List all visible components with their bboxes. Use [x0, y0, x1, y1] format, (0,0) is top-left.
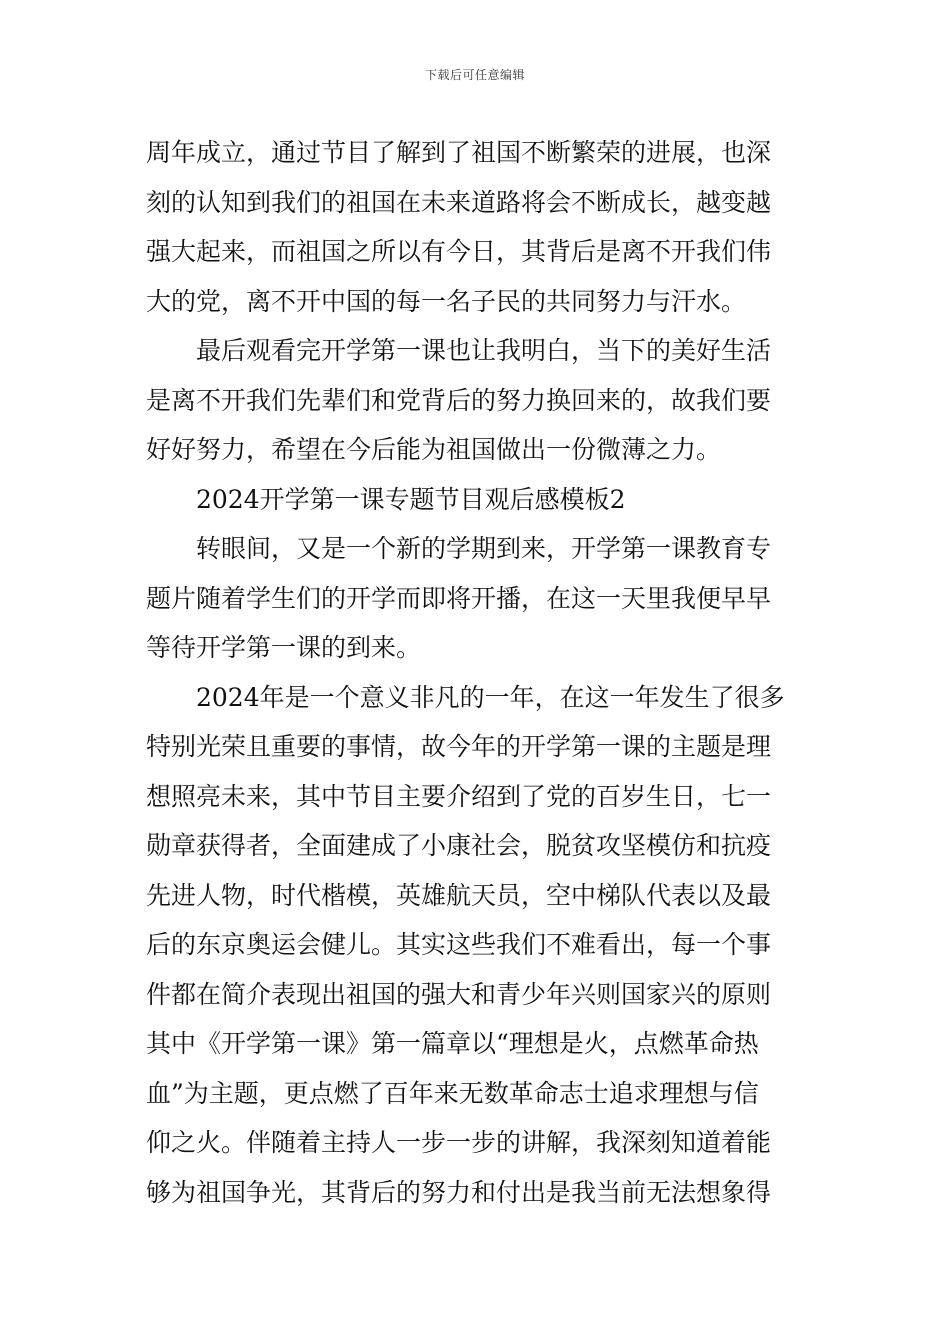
- text-line: 2024开学第一课专题节目观后感模板2: [196, 484, 626, 514]
- text-line: 够为祖国争光，其背后的努力和付出是我当前无法想象得: [146, 1177, 772, 1207]
- page-header: 下载后可任意编辑: [424, 68, 525, 82]
- text-line: 最后观看完开学第一课也让我明白，当下的美好生活: [196, 336, 772, 365]
- text-line: 勋章获得者，全面建成了小康社会，脱贫攻坚模仿和抗疫: [146, 831, 772, 860]
- text-line: 2024年是一个意义非凡的一年，在这一年发生了很多: [196, 682, 785, 712]
- text-line: 特别光荣且重要的事情，故今年的开学第一课的主题是理: [146, 732, 772, 761]
- text-line: 周年成立，通过节目了解到了祖国不断繁荣的进展，也深: [146, 138, 772, 167]
- text-line: 想照亮未来，其中节目主要介绍到了党的百岁生日，七一: [146, 781, 772, 811]
- text-line: 先进人物，时代楷模，英雄航天员，空中梯队代表以及最: [146, 880, 772, 910]
- text-line: 刻的认知到我们的祖国在未来道路将会不断成长，越变越: [146, 187, 772, 217]
- text-line: 转眼间，又是一个新的学期到来，开学第一课教育专: [196, 534, 772, 563]
- text-line: 件都在简介表现出祖国的强大和青少年兴则国家兴的原则: [146, 979, 772, 1009]
- text-line: 后的东京奥运会健儿。其实这些我们不难看出，每一个事: [146, 930, 772, 959]
- document-body: [146, 128, 808, 1217]
- text-line: 大的党，离不开中国的每一名子民的共同努力与汗水。: [146, 286, 747, 316]
- text-line: 仰之火。伴随着主持人一步一步的讲解，我深刻知道着能: [146, 1128, 772, 1157]
- text-line: 其中《开学第一课》第一篇章以“理想是火，点燃革命热: [146, 1029, 759, 1058]
- text-line: 好好努力，希望在今后能为祖国做出一份微薄之力。: [146, 435, 722, 464]
- text-line: 血”为主题，更点燃了百年来无数革命志士追求理想与信: [146, 1078, 759, 1108]
- text-line: 等待开学第一课的到来。: [146, 633, 422, 662]
- text-line: 是离不开我们先辈们和党背后的努力换回来的，故我们要: [146, 385, 772, 415]
- text-line: 题片随着学生们的开学而即将开播，在这一天里我便早早: [146, 583, 772, 613]
- text-line: 强大起来，而祖国之所以有今日，其背后是离不开我们伟: [146, 237, 772, 266]
